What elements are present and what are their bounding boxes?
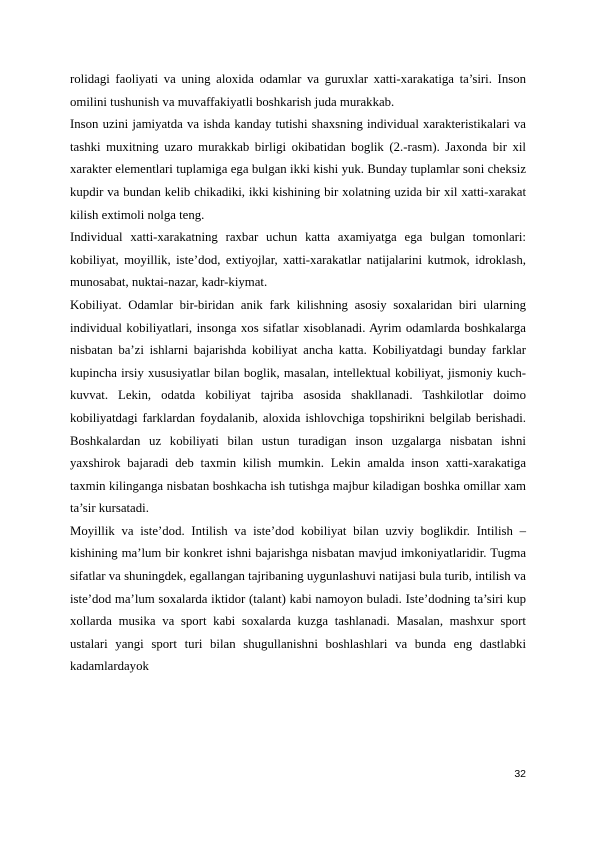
paragraph-kobiliyat: Kobiliyat. Odamlar bir-biridan anik fark kilishning asosiy soxalaridan biri ularning individual kobiliyatlari, insonga xos sifatlar xisoblanadi. Ayrim odamlarda boshkalarga nisbatan ba’zi ishlarni bajarishda kobiliyat ancha katta. Kobiliyatdagi bunday farklar kupincha irsiy xususiyatlar bilan boglik, masalan, intellektual kobiliyat, jismoniy kuch-kuvvat. Lekin, odatda kobiliyat tajriba asosida shakllanadi. Tashkilotlar doimo kobiliyatdagi farklardan foydalanib, aloxida ishlovchiga topshirikni belgilab berishadi. Boshkalardan uz kobiliyati bilan ustun turadigan inson uzgalarga nisbatan ishni yaxshirok bajaradi deb taxmin kilish mumkin. Lekin amalda inson xatti-xarakatiga taxmin kilinganga nisbatan boshkacha ish tutishga majbur kiladigan boshka omillar xam ta’sir kursatadi. — [70, 297, 526, 516]
paragraph-individual-behavior: Individual xatti-xarakatning raxbar uchun katta axamiyatga ega bulgan tomonlari: kobiliyat, moyillik, iste’dod, extiyojlar, xatti-xarakatlar natijalarini kutmok, idroklash, munosabat, nuktai-nazar, kadr-kiymat. — [70, 230, 526, 290]
page-body — [70, 68, 526, 678]
paragraph-inson-behavior: Inson uzini jamiyatda va ishda kanday tutishi shaxsning individual xarakteristikalari va tashki muxitning uzaro murakkab birligi okibatidan boglik (2.-rasm). Jaxonda bir xil xarakter elementlari tuplamiga ega bulgan ikki kishi yuk. Bunday tuplamlar soni cheksiz kupdir va bundan kelib chikadiki, ikki kishining bir xolatning uzida bir xil xatti-xarakat kilish extimoli nolga teng. — [70, 117, 526, 222]
paragraph-continuation: rolidagi faoliyati va uning aloxida odamlar va guruxlar xatti-xarakatiga ta’siri. Inson omilini tushunish va muvaffakiyatli boshkarish juda murakkab. — [70, 72, 526, 109]
page-number: 32 — [514, 768, 526, 780]
paragraph-moyillik: Moyillik va iste’dod. Intilish va iste’dod kobiliyat bilan uzviy boglikdir. Intilish – kishining ma’lum bir konkret ishni bajarishga nisbatan mavjud imkoniyatlaridir. Tugma sifatlar va shuningdek, egallangan tajribaning uygunlashuvi natijasi bula turib, intilish va iste’dod ma’lum soxalarda iktidor (talant) kabi namoyon buladi. Iste’dodning ta’siri kup xollarda musika va sport kabi soxalarda kuzga tashlanadi. Masalan, mashxur sport ustalari yangi sport turi bilan shugullanishni boshlashlari va bunda eng dastlabki kadamlardayok — [70, 523, 526, 674]
